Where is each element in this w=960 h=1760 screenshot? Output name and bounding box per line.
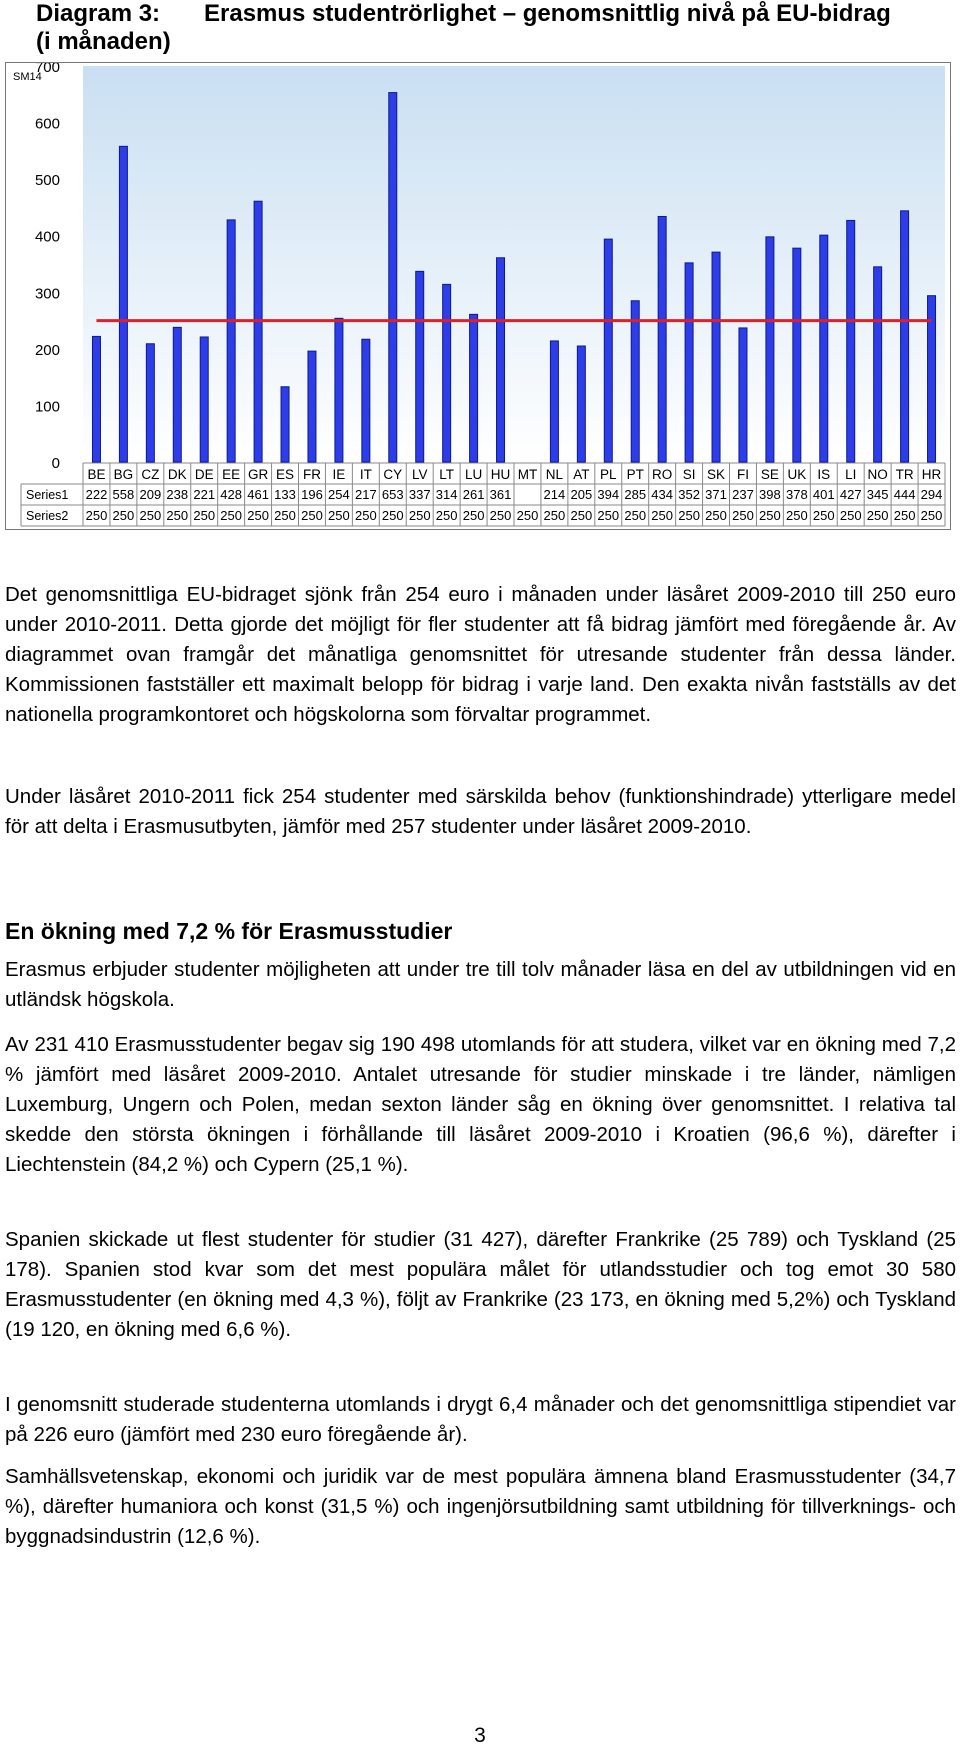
category-label: SI bbox=[682, 467, 696, 482]
table-value: 238 bbox=[166, 487, 189, 502]
table-value: 250 bbox=[139, 508, 162, 523]
table-value: 250 bbox=[785, 508, 808, 523]
table-value: 250 bbox=[220, 508, 243, 523]
table-value: 294 bbox=[920, 487, 943, 502]
bar bbox=[362, 339, 370, 462]
table-value: 361 bbox=[489, 487, 512, 502]
table-value: 444 bbox=[893, 487, 916, 502]
table-value: 250 bbox=[597, 508, 620, 523]
table-value: 214 bbox=[543, 487, 566, 502]
bar bbox=[200, 337, 208, 462]
table-value: 221 bbox=[193, 487, 216, 502]
table-value: 250 bbox=[489, 508, 512, 523]
series-label: Series2 bbox=[26, 509, 69, 523]
category-label: DE bbox=[194, 467, 214, 482]
bar bbox=[497, 258, 505, 462]
table-value: 345 bbox=[866, 487, 889, 502]
table-value: 337 bbox=[408, 487, 431, 502]
table-value: 461 bbox=[247, 487, 269, 502]
paragraph-student-numbers: Av 231 410 Erasmusstudenter begav sig 190 498 utomlands för att studera, vilket var en ökning med 7,2 % jämfört med läsåret 2009-2010. Antalet utresande för studier minskade i tre länder, nämligen Luxemburg, Ungern och Polen, medan sexton länder såg en ökning över genomsnittet. I relativa tal skedde den största ökningen i förhållande till läsåret 2009-2010 i Kroatien (96,6 %), därefter i Liechtenstein (84,2 %) och Cypern (25,1 %). bbox=[5, 1033, 956, 1176]
category-label: HR bbox=[921, 467, 942, 482]
table-value: 250 bbox=[866, 508, 889, 523]
y-tick-label: 400 bbox=[34, 228, 60, 246]
table-value: 434 bbox=[651, 487, 674, 502]
table-value: 209 bbox=[139, 487, 162, 502]
category-label: ES bbox=[276, 467, 295, 482]
category-label: LU bbox=[464, 467, 483, 482]
table-value: 250 bbox=[112, 508, 135, 523]
y-tick-label: 500 bbox=[34, 172, 60, 190]
table-value: 250 bbox=[839, 508, 862, 523]
table-value: 428 bbox=[220, 487, 243, 502]
bar bbox=[146, 344, 154, 462]
bar bbox=[470, 314, 478, 462]
y-axis bbox=[35, 63, 60, 472]
bar bbox=[712, 252, 720, 462]
table-value: 250 bbox=[328, 508, 350, 523]
table-value: 314 bbox=[435, 487, 458, 502]
table-value: 398 bbox=[759, 487, 781, 502]
bar bbox=[685, 263, 693, 462]
bar bbox=[658, 216, 666, 462]
table-value: 250 bbox=[678, 508, 700, 523]
bar bbox=[631, 301, 639, 462]
category-label: AT bbox=[573, 467, 590, 482]
paragraph-special-needs: Under läsåret 2010-2011 fick 254 studenter med särskilda behov (funktionshindrade) ytterligare medel för att delta i Erasmusutbyten, jämför med 257 studenter under läsåret 2009-2010. bbox=[5, 785, 956, 838]
bar bbox=[92, 336, 100, 462]
bar bbox=[793, 248, 801, 462]
chart-svg bbox=[6, 63, 950, 529]
bar bbox=[308, 351, 316, 462]
table-value: 378 bbox=[785, 487, 808, 502]
category-label: CZ bbox=[141, 467, 160, 482]
paragraph-eu-grant: Det genomsnittliga EU-bidraget sjönk från 254 euro i månaden under läsåret 2009-2010 till 250 euro under 2010-2011. Detta gjorde det möjligt för fler studenter att få bidrag jämfört med föregående år. Av diagrammet ovan framgår det månatliga genomsnittet för utresande studenter från dessa länder. Kommissionen fastställer ett maximalt belopp för bidrag i varje land. Den exakta nivån fastställs av det nationella programkontoret och högskolorna som förvaltar programmet. bbox=[5, 583, 956, 726]
table-value: 401 bbox=[812, 487, 835, 502]
category-label: TR bbox=[895, 467, 914, 482]
y-tick-label: 600 bbox=[34, 115, 60, 133]
table-value: 250 bbox=[166, 508, 189, 523]
table-value: 653 bbox=[381, 487, 404, 502]
bar bbox=[604, 239, 612, 462]
table-value: 250 bbox=[301, 508, 323, 523]
table-value: 237 bbox=[732, 487, 754, 502]
category-label: IT bbox=[359, 467, 372, 482]
bar bbox=[550, 341, 558, 462]
bar bbox=[119, 146, 127, 462]
series-label: Series1 bbox=[26, 488, 69, 502]
category-label: NL bbox=[545, 467, 564, 482]
category-label: RO bbox=[652, 467, 673, 482]
y-tick-label: 700 bbox=[34, 63, 60, 76]
category-label: LT bbox=[439, 467, 455, 482]
category-label: FI bbox=[736, 467, 749, 482]
bar bbox=[416, 271, 424, 462]
category-label: HU bbox=[490, 467, 511, 482]
table-value: 250 bbox=[920, 508, 943, 523]
bar bbox=[766, 237, 774, 462]
bar bbox=[901, 211, 909, 462]
y-tick-label: 200 bbox=[34, 341, 60, 359]
bar bbox=[227, 220, 235, 462]
bar bbox=[874, 267, 882, 462]
y-tick-label: 100 bbox=[34, 398, 60, 416]
table-value: 250 bbox=[193, 508, 216, 523]
table-value: 394 bbox=[597, 487, 620, 502]
table-value: 133 bbox=[274, 487, 296, 502]
bar bbox=[820, 235, 828, 462]
paragraph-duration: I genomsnitt studerade studenterna utomlands i drygt 6,4 månader och det genomsnittliga stipendiet var på 226 euro (jämfört med 230 euro föregående år). bbox=[5, 1393, 956, 1446]
table-value: 250 bbox=[274, 508, 296, 523]
diagram-title-text: Erasmus studentrörlighet – genomsnittlig nivå på EU-bidrag (i månaden) bbox=[36, 0, 891, 55]
bar-chart bbox=[5, 62, 951, 530]
table-value: 217 bbox=[354, 487, 377, 502]
bar bbox=[847, 220, 855, 462]
table-value: 250 bbox=[624, 508, 647, 523]
table-value: 254 bbox=[328, 487, 350, 502]
category-label: IE bbox=[332, 467, 346, 482]
paragraph-erasmus-offer: Erasmus erbjuder studenter möjligheten att under tre till tolv månader läsa en del av utbildningen vid en utländsk högskola. bbox=[5, 958, 956, 1011]
bar bbox=[254, 201, 262, 462]
table-value: 250 bbox=[651, 508, 674, 523]
category-label: MT bbox=[517, 467, 538, 482]
category-label: NO bbox=[867, 467, 888, 482]
table-value: 250 bbox=[543, 508, 566, 523]
paragraph-subjects: Samhällsvetenskap, ekonomi och juridik var de mest populära ämnena bland Erasmusstudenter (34,7 %), därefter humaniora och konst (31,5 %) och ingenjörsutbildning samt utbildning för tillverknings- och byggnadsindustrin (12,6 %). bbox=[5, 1465, 956, 1548]
table-value: 250 bbox=[812, 508, 835, 523]
category-label: LV bbox=[411, 467, 428, 482]
category-label: EE bbox=[222, 467, 241, 482]
table-value: 250 bbox=[759, 508, 781, 523]
diagram-label: Diagram 3: bbox=[36, 0, 161, 27]
category-label: SK bbox=[707, 467, 726, 482]
y-tick-label: 0 bbox=[51, 455, 60, 472]
category-label: LI bbox=[845, 467, 857, 482]
category-label: PT bbox=[626, 467, 644, 482]
bar bbox=[577, 346, 585, 462]
section-heading: En ökning med 7,2 % för Erasmusstudier bbox=[5, 918, 453, 944]
table-value: 352 bbox=[678, 487, 700, 502]
paragraph-countries: Spanien skickade ut flest studenter för studier (31 427), därefter Frankrike (25 789) och Tyskland (25 178). Spanien stod kvar som det mest populära målet för utlandsstudier och tog emot 30 580 Erasmusstudenter (en ökning med 4,3 %), följt av Frankrike (23 173, en ökning med 5,2%) och Tyskland (19 120, en ökning med 6,6 %). bbox=[5, 1228, 956, 1341]
table-value: 285 bbox=[624, 487, 647, 502]
table-value: 196 bbox=[301, 487, 323, 502]
category-label: IS bbox=[817, 467, 831, 482]
chart-corner-label: SM14 bbox=[13, 71, 42, 83]
table-value: 250 bbox=[435, 508, 458, 523]
table-value: 250 bbox=[247, 508, 269, 523]
table-value: 250 bbox=[354, 508, 377, 523]
bar bbox=[389, 93, 397, 462]
bar bbox=[739, 328, 747, 462]
category-label: DK bbox=[167, 467, 187, 482]
category-label: PL bbox=[600, 467, 617, 482]
table-value: 250 bbox=[705, 508, 727, 523]
category-label: FR bbox=[302, 467, 321, 482]
plot-area bbox=[83, 66, 945, 462]
y-tick-label: 300 bbox=[34, 285, 60, 303]
category-label: CY bbox=[383, 467, 403, 482]
table-value: 205 bbox=[570, 487, 593, 502]
bar bbox=[281, 387, 289, 462]
table-value: 250 bbox=[516, 508, 539, 523]
table-value: 250 bbox=[893, 508, 916, 523]
table-value: 250 bbox=[570, 508, 593, 523]
category-label: GR bbox=[247, 467, 269, 482]
data-table bbox=[21, 463, 945, 526]
table-value: 250 bbox=[462, 508, 485, 523]
diagram-title bbox=[36, 0, 896, 56]
table-value: 371 bbox=[705, 487, 727, 502]
category-label: UK bbox=[787, 467, 807, 482]
bar bbox=[335, 318, 343, 462]
bar bbox=[443, 284, 451, 462]
page-number: 3 bbox=[474, 1724, 486, 1747]
category-label: SE bbox=[760, 467, 779, 482]
table-value: 250 bbox=[408, 508, 431, 523]
table-value: 250 bbox=[381, 508, 404, 523]
category-label: BE bbox=[87, 467, 106, 482]
bar bbox=[173, 327, 181, 462]
category-label: BG bbox=[113, 467, 134, 482]
table-value: 250 bbox=[732, 508, 754, 523]
table-value: 558 bbox=[112, 487, 135, 502]
table-value: 222 bbox=[85, 487, 108, 502]
table-value: 261 bbox=[462, 487, 485, 502]
table-value: 427 bbox=[839, 487, 862, 502]
table-value: 250 bbox=[85, 508, 108, 523]
